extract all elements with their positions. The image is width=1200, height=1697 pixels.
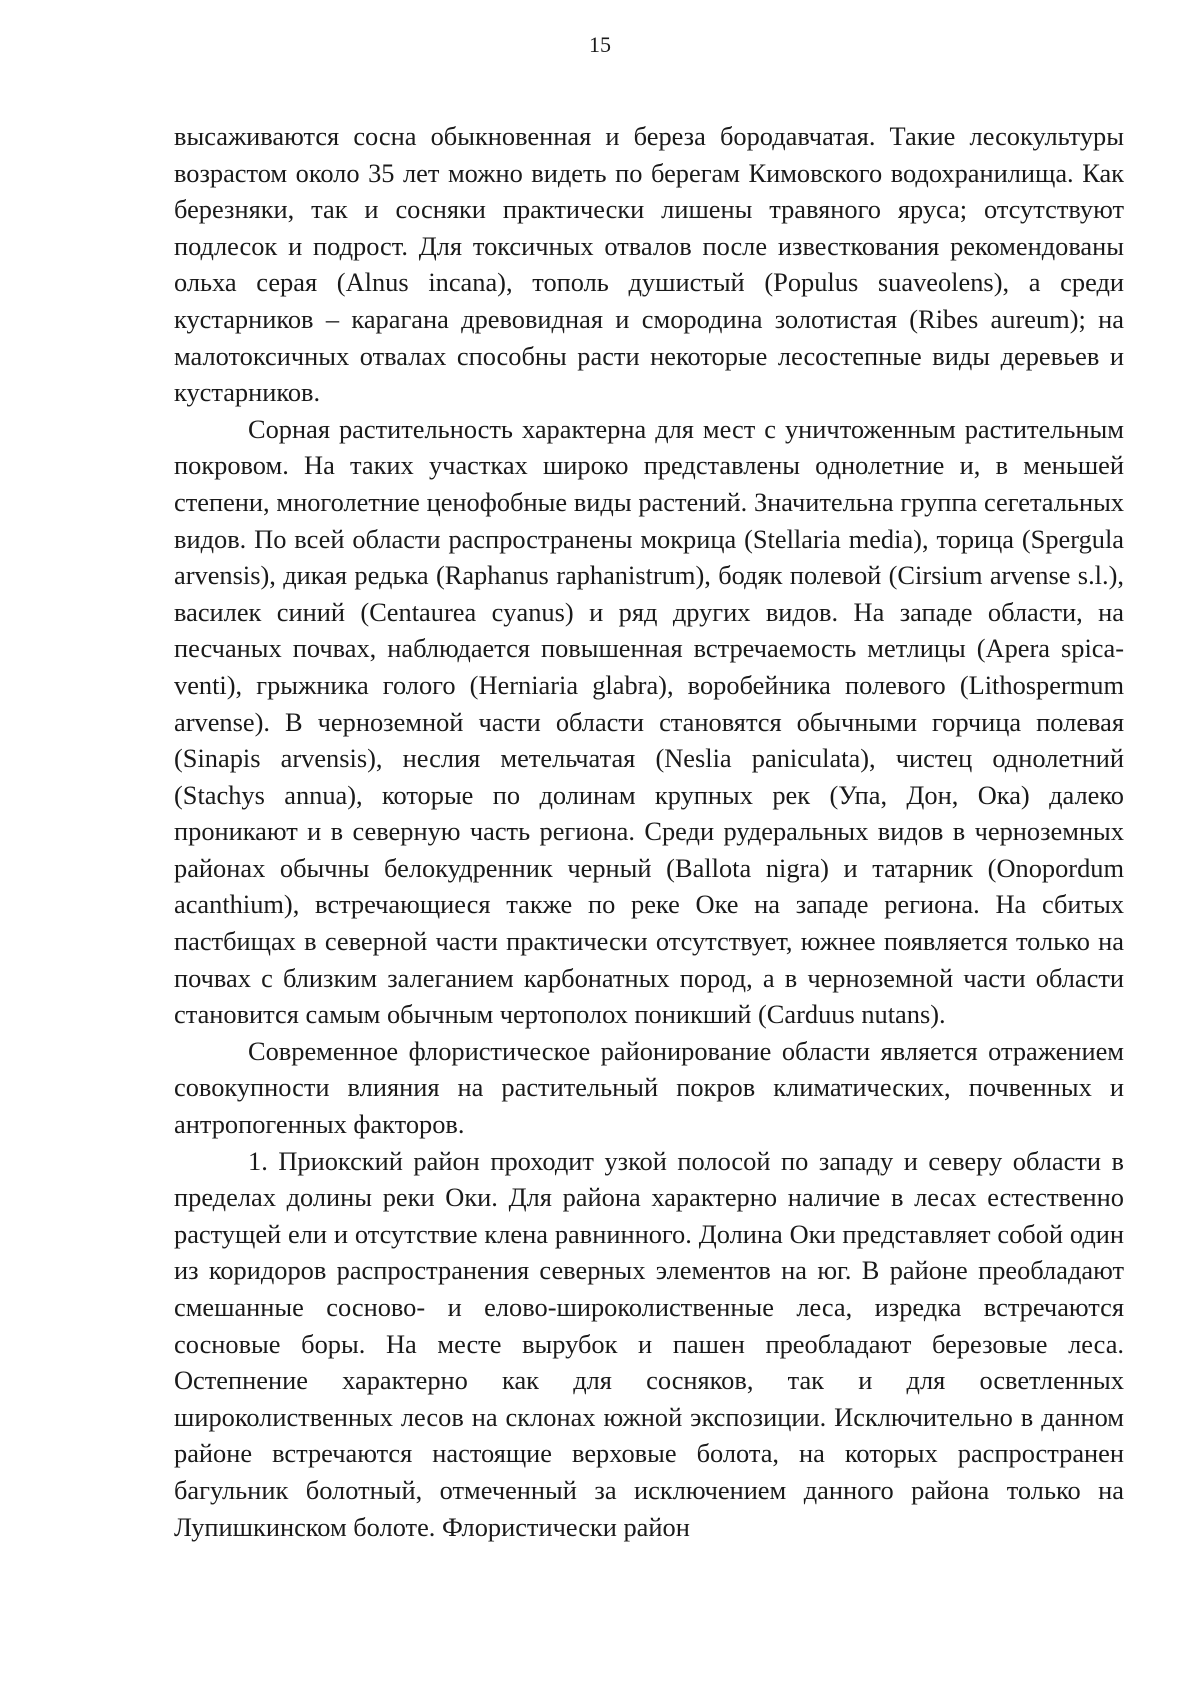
- paragraph-2: Сорная растительность характерна для мест с уничтоженным растительным покровом. На таких участках широко представлены однолетние и, в меньшей степени, многолетние ценофобные виды растений. Значительна группа сегетальных видов. По всей области распространены мокрица (Stellaria media), торица (Spergula arvensis), дикая редька (Raphanus raphanistrum), бодяк полевой (Cirsium arvense s.l.), василек синий (Centaurea cyanus) и ряд других видов. На западе области, на песчаных почвах, наблюдается повышенная встречаемость метлицы (Apera spica-venti), грыжника голого (Herniaria glabra), воробейника полевого (Lithospermum arvense). В черноземной части области становятся обычными горчица полевая (Sinapis arvensis), неслия метельчатая (Neslia paniculata), чистец однолетний (Stachys annua), которые по долинам крупных рек (Упа, Дон, Ока) далеко проникают и в северную часть региона. Среди рудеральных видов в черноземных районах обычны белокудренник черный (Ballota nigra) и татарник (Onopordum acanthium), встречающиеся также по реке Оке на западе региона. На сбитых пастбищах в северной части практически отсутствует, южнее появляется только на почвах с близким залеганием карбонатных пород, а в черноземной части области становится самым обычным чертополох поникший (Carduus nutans).: [174, 413, 1124, 1030]
- paragraph-4: 1. Приокский район проходит узкой полосой по западу и северу области в пределах долины реки Оки. Для района характерно наличие в лесах естественно растущей ели и отсутствие клена равнинного. Долина Оки представляет собой один из коридоров распространения северных элементов на юг. В районе преобладают смешанные сосново- и елово-широколиственные леса, изредка встречаются сосновые боры. На месте вырубок и пашен преобладают березовые леса. Остепнение характерно как для сосняков, так и для осветленных широколиственных лесов на склонах южной экспозиции. Исключительно в данном районе встречаются настоящие верховые болота, на которых распространен багульник болотный, отмеченный за исключением данного района только на Лупишкинском болоте. Флористически район: [174, 1145, 1124, 1542]
- page-number: 15: [589, 32, 611, 57]
- paragraph-3: Современное флористическое районирование области является отражением совокупности влияния на растительный покров климатических, почвенных и антропогенных факторов.: [174, 1035, 1124, 1140]
- paragraph-1: высаживаются сосна обыкновенная и береза бородавчатая. Такие лесокультуры возрастом около 35 лет можно видеть по берегам Кимовского водохранилища. Как березняки, так и сосняки практически лишены травяного яруса; отсутствуют подлесок и подрост. Для токсичных отвалов после известкования рекомендованы ольха серая (Alnus incana), тополь душистый (Populus suaveolens), а среди кустарников – карагана древовидная и смородина золотистая (Ribes aureum); на малотоксичных отвалах способны расти некоторые лесостепные виды деревьев и кустарников.: [174, 121, 1124, 408]
- document-body: [174, 118, 1124, 1545]
